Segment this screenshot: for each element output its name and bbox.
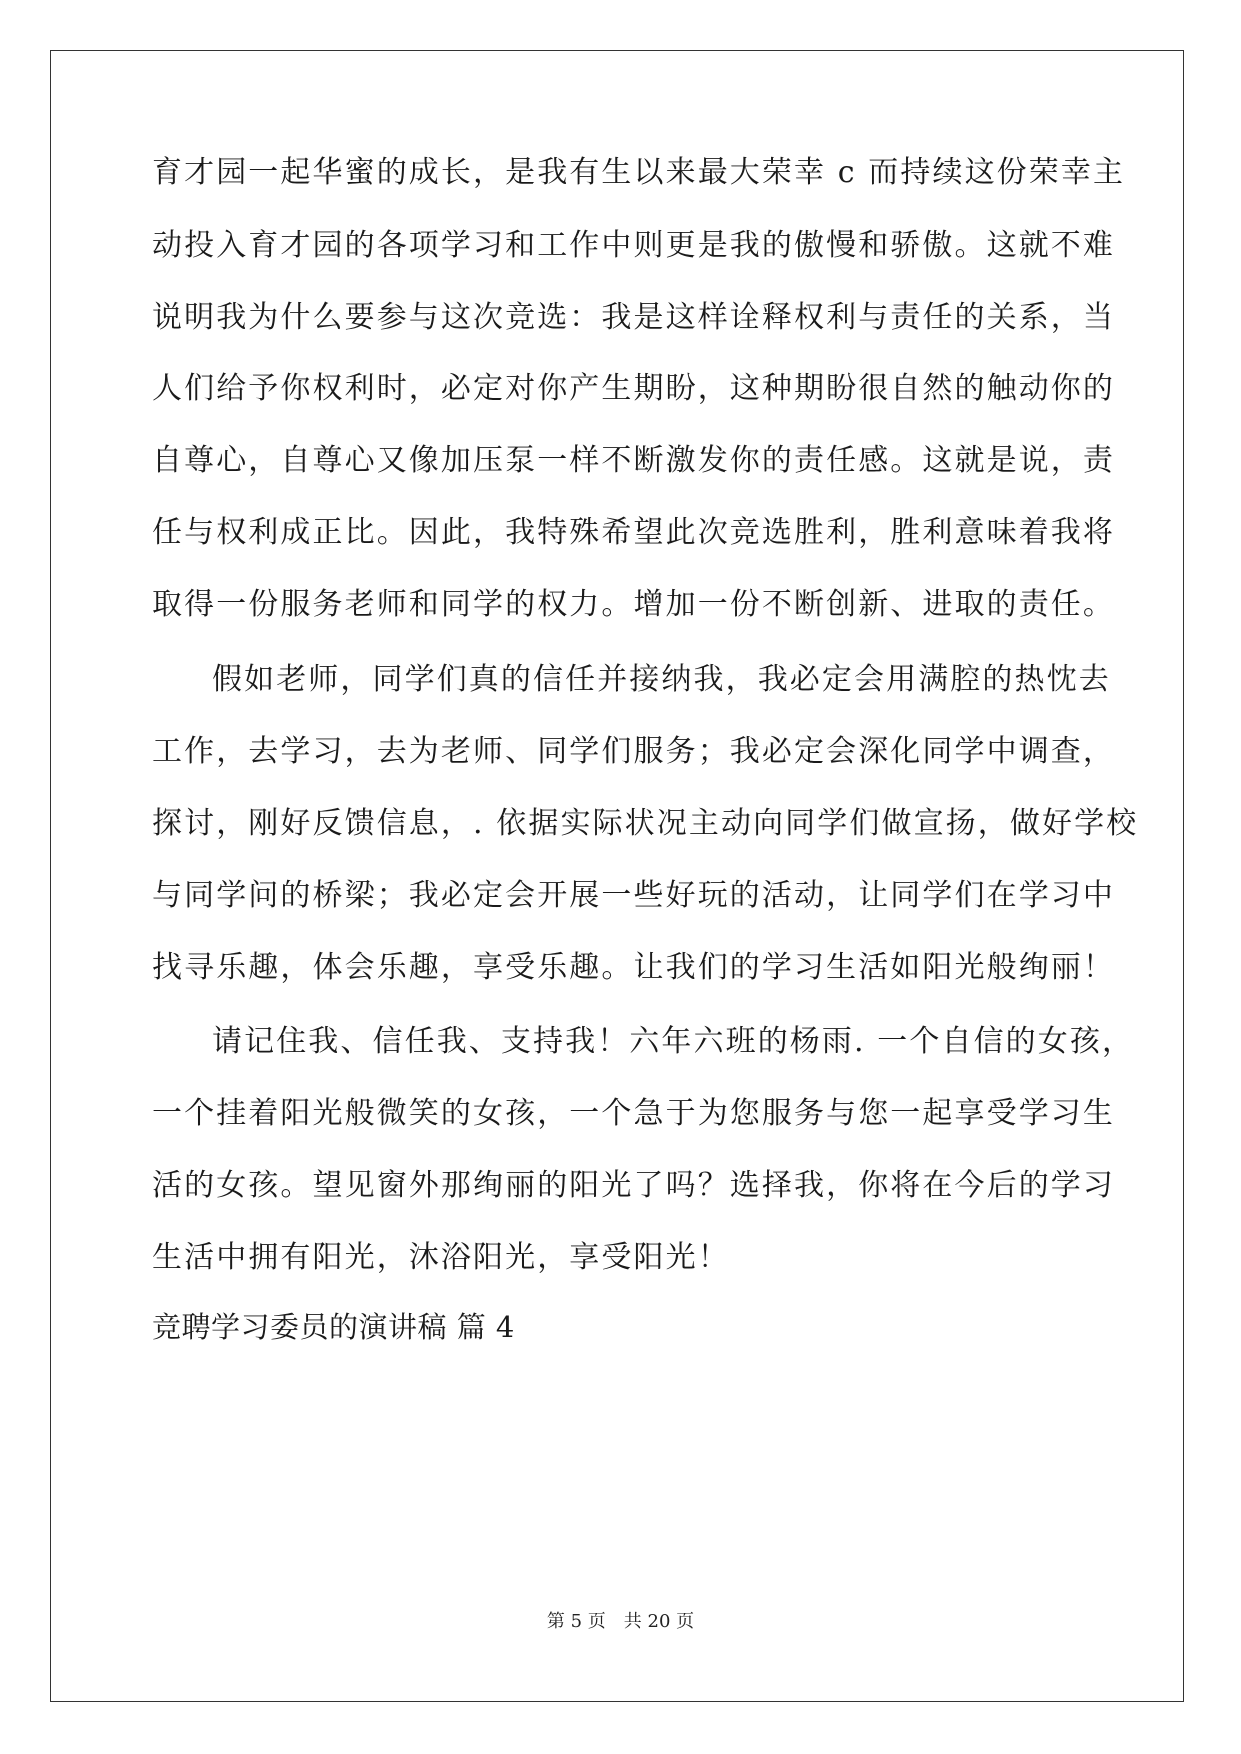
body-line-11: 与同学问的桥梁；我必定会开展一些好玩的活动，让同学们在学习中	[152, 878, 1115, 913]
body-line-2: 动投入育才园的各项学习和工作中则更是我的傲慢和骄傲。这就不难	[152, 228, 1115, 263]
body-line-7: 取得一份服务老师和同学的权力。增加一份不断创新、进取的责任。	[152, 587, 1115, 622]
body-line-3: 说明我为什么要参与这次竞选：我是这样诠释权利与责任的关系，当	[152, 300, 1115, 335]
body-line-9: 工作，去学习，去为老师、同学们服务；我必定会深化同学中调查，	[152, 734, 1115, 769]
body-line-15: 活的女孩。望见窗外那绚丽的阳光了吗？选择我，你将在今后的学习	[152, 1168, 1115, 1203]
body-line-4: 人们给予你权利时，必定对你产生期盼，这种期盼很自然的触动你的	[152, 371, 1115, 406]
body-line-8: 假如老师，同学们真的信任并接纳我，我必定会用满腔的热忱去	[212, 662, 1111, 697]
page-number-footer: 第 5 页 共 20 页	[546, 1611, 695, 1632]
body-line-5: 自尊心，自尊心又像加压泵一样不断激发你的责任感。这就是说，责	[152, 443, 1115, 478]
body-line-16: 生活中拥有阳光，沐浴阳光，享受阳光！	[152, 1240, 730, 1275]
body-line-14: 一个挂着阳光般微笑的女孩，一个急于为您服务与您一起享受学习生	[152, 1096, 1115, 1131]
body-line-12: 找寻乐趣，体会乐趣，享受乐趣。让我们的学习生活如阳光般绚丽！	[152, 950, 1115, 985]
body-line-1: 育才园一起华蜜的成长，是我有生以来最大荣幸 c 而持续这份荣幸主	[152, 155, 1126, 190]
section-heading: 竞聘学习委员的演讲稿 篇 4	[152, 1310, 515, 1344]
body-line-6: 任与权利成正比。因此，我特殊希望此次竞选胜利，胜利意味着我将	[152, 515, 1115, 550]
body-line-13: 请记住我、信任我、支持我！六年六班的杨雨. 一个自信的女孩，	[212, 1024, 1135, 1059]
body-line-10: 探讨，刚好反馈信息，. 依据实际状况主动向同学们做宣扬，做好学校	[152, 806, 1139, 841]
